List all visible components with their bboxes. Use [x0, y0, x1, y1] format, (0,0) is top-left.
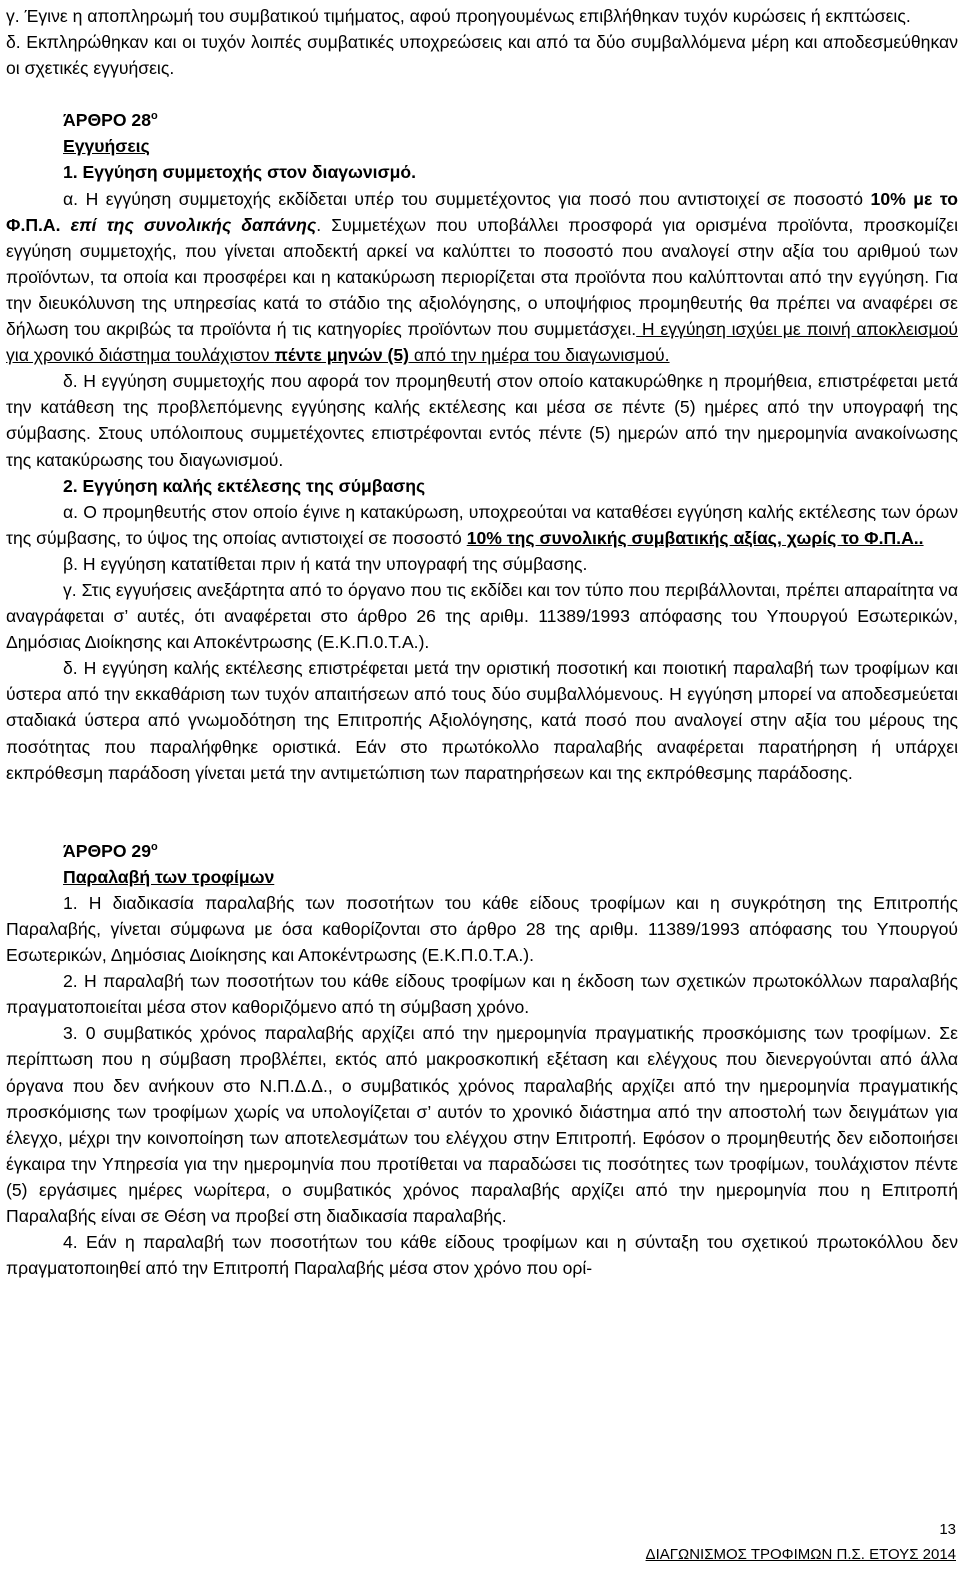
- article-29-item-1: 1. Η διαδικασία παραλαβής των ποσοτήτων του κάθε είδους τροφίμων και η συγκρότηση της Επιτροπής Παραλαβής, γίνεται σύμφωνα με όσα καθορίζονται στο άρθρο 28 της αριθμ. 11389/1993 απόφασης του Υπουργού Εσωτερικών, Δημόσιας Διοίκησης και Αποκέντρωσης (Ε.Κ.Π.0.Τ.Α.).: [6, 892, 958, 966]
- article-28-ordinal: ο: [151, 110, 158, 123]
- article-28-heading: [6, 107, 958, 133]
- s1a-rest: . Συμμετέχων που υποβάλλει προσφορά για ορισμένα προϊόντα, προσκομίζει εγγύηση συμμετοχής, που γίνεται αποδεκτή αρκεί να καλύπτει το ποσοστό που αναλογεί στην αξία του αριθμού των προϊόντων, τα οποία και προσφέρει και η κατακύρωση περιορίζεται στα προϊόντα που καλύπτονται από την εγγύηση. Για την διευκόλυνση της υπηρεσίας κατά το στάδιο της αξιολόγησης, ο υποψήφιος προμηθευτής θα πρέπει να αναφέρει σε δήλωση του ακριβώς τα προϊόντα ή τις κατηγορίες προϊόντων που συμμετάσχει.: [6, 214, 958, 340]
- article-29-subtitle: Παραλαβή των τροφίμων: [63, 866, 275, 887]
- article-28-subtitle: Εγγυήσεις: [63, 136, 150, 157]
- s1a-validity-end: από την ημέρα του διαγωνισμού.: [409, 345, 670, 366]
- page-number: 13: [939, 1521, 956, 1538]
- section-2-heading: 2. Εγγύηση καλής εκτέλεσης της σύμβασης: [63, 475, 426, 496]
- document-page: [6, 3, 958, 1281]
- spacer: [6, 81, 958, 107]
- spacer: [6, 786, 958, 812]
- article-29-item-3: 3. 0 συμβατικός χρόνος παραλαβής αρχίζει από την ημερομηνία πραγματικής προσκόμισης των τροφίμων. Σε περίπτωση που η σύμβαση προβλέπει, εκτός από μακροσκοπική εξέταση και ελέγχους που διενεργούνται από άλλα όργανα που δεν ανήκουν στο Ν.Π.Δ.Δ., ο συμβατικός χρόνος παραλαβής αρχίζει από την ημερομηνία πραγματικής προσκόμισης των τροφίμων χωρίς να υπολογίζεται σ’ αυτόν το χρονικό διάστημα από την αποστολή των δειγμάτων για έλεγχο, μέχρι την κοινοποίηση των αποτελεσμάτων του ελέγχου στην Επιτροπή. Εφόσον ο προμηθευτής δεν ειδοποιήσει έγκαιρα την Υπηρεσία για την ημερομηνία που προτίθεται να παραδώσει τις ποσότητες των τροφίμων, τουλάχιστον πέντε (5) εργάσιμες ημέρες νωρίτερα, ο συμβατικός χρόνος παραλαβής αρχίζει από την ημερομηνία που η Επιτροπή Παραλαβής είναι σε Θέση να προβεί στη διαδικασία παραλαβής.: [6, 1023, 958, 1227]
- s2a-bold: 10% της συνολικής συμβατικής αξίας, χωρίς το Φ.Π.Α..: [466, 527, 924, 548]
- section-1-heading: 1. Εγγύηση συμμετοχής στον διαγωνισμό.: [63, 162, 417, 183]
- s1a-validity-months: πέντε μηνών (5): [274, 345, 410, 366]
- article-29-title: ΆΡΘΡΟ 29: [63, 840, 152, 861]
- footer-document-title: ΔΙΑΓΩΝΙΣΜΟΣ ΤΡΟΦΙΜΩΝ Π.Σ. ΕΤΟΥΣ 2014: [645, 1546, 956, 1563]
- s1a-validity: Η εγγύηση ισχύει με ποινή αποκλεισμού για χρονικό διάστημα τουλάχιστον: [6, 319, 959, 366]
- section-1-alpha: [6, 186, 958, 369]
- s1a-bold-total: επί της συνολικής δαπάνης: [60, 214, 317, 235]
- section-1-delta: δ. Η εγγύηση συμμετοχής που αφορά τον προμηθευτή στον οποίο κατακυρώθηκε η προμήθεια, επιστρέφεται μετά την κατάθεση της προβλεπόμενης εγγύησης καλής εκτέλεσης και μέσα σε πέντε (5) ημέρες από την υπογραφή της σύμβασης. Στους υπόλοιπους συμμετέχοντες επιστρέφονται εντός πέντε (5) ημερών από την ημερομηνία ανακοίνωσης της κατακύρωσης του διαγωνισμού.: [6, 371, 958, 470]
- spacer: [6, 812, 958, 838]
- article-28-title: ΆΡΘΡΟ 28: [63, 110, 152, 131]
- s1a-text: α. Η εγγύηση συμμετοχής εκδίδεται υπέρ του συμμετέχοντος για ποσό που αντιστοιχεί σε ποσοστό: [63, 188, 871, 209]
- article-29-heading: [6, 838, 958, 864]
- paragraph-delta: δ. Εκπληρώθηκαν και οι τυχόν λοιπές συμβατικές υποχρεώσεις και από τα δύο συμβαλλόμενα μέρη και αποδεσμεύθηκαν οι σχετικές εγγυήσεις.: [6, 32, 958, 79]
- article-29-item-4: 4. Εάν η παραλαβή των ποσοτήτων του κάθε είδους τροφίμων και η σύνταξη του σχετικού πρωτοκόλλου δεν πραγματοποιηθεί από την Επιτροπή Παραλαβής μέσα στον χρόνο που ορί-: [6, 1232, 958, 1279]
- paragraph-gamma: γ. Έγινε η αποπληρωμή του συμβατικού τιμήματος, αφού προηγουμένως επιβλήθηκαν τυχόν κυρώσεις ή εκπτώσεις.: [6, 6, 911, 26]
- section-2-alpha: [6, 499, 958, 551]
- s2a-text: α. Ο προμηθευτής στον οποίο έγινε η κατακύρωση, υποχρεούται να καταθέσει εγγύηση καλής εκτέλεσης των όρων της σύμβασης, το ύψος της οποίας αντιστοιχεί σε ποσοστό: [6, 501, 958, 548]
- section-2-delta: δ. Η εγγύηση καλής εκτέλεσης επιστρέφεται μετά την οριστική ποσοτική και ποιοτική παραλαβή των τροφίμων και ύστερα από την εκκαθάριση των τυχόν απαιτήσεων από τους δύο συμβαλλόμενους. Η εγγύηση μπορεί να αποδεσμεύεται σταδιακά ύστερα από γνωμοδότηση της Επιτροπής Αξιολόγησης, κατά ποσό που αναλογεί στην αξία του μέρους της ποσότητας που παραλήφθηκε οριστικά. Εάν στο πρωτόκολλο παραλαβής αναφέρεται παρατήρηση ή υπάρχει εκπρόθεσμη παράδοση γίνεται μετά την αντιμετώπιση των παρατηρήσεων και της εκπρόθεσμης παράδοσης.: [6, 658, 958, 783]
- s1a-bold-percent: 10% με το Φ.Π.Α.: [6, 188, 958, 235]
- section-2-beta: β. Η εγγύηση κατατίθεται πριν ή κατά την υπογραφή της σύμβασης.: [63, 553, 588, 574]
- article-29-ordinal: ο: [151, 840, 158, 853]
- article-29-item-2: 2. Η παραλαβή των ποσοτήτων του κάθε είδους τροφίμων και η έκδοση των σχετικών πρωτοκόλλων παραλαβής πραγματοποιείται μέσα στον καθοριζόμενο από τη σύμβαση χρόνο.: [6, 971, 958, 1018]
- section-2-gamma: γ. Στις εγγυήσεις ανεξάρτητα από το όργανο που τις εκδίδει και τον τύπο που περιβάλλονται, πρέπει απαραίτητα να αναγράφεται σ’ αυτές, ότι αναφέρεται στο άρθρο 26 της αριθμ. 11389/1993 απόφασης του Υπουργού Εσωτερικών, Δημόσιας Διοίκησης και Αποκέντρωσης (Ε.Κ.Π.0.Τ.Α.).: [6, 579, 958, 653]
